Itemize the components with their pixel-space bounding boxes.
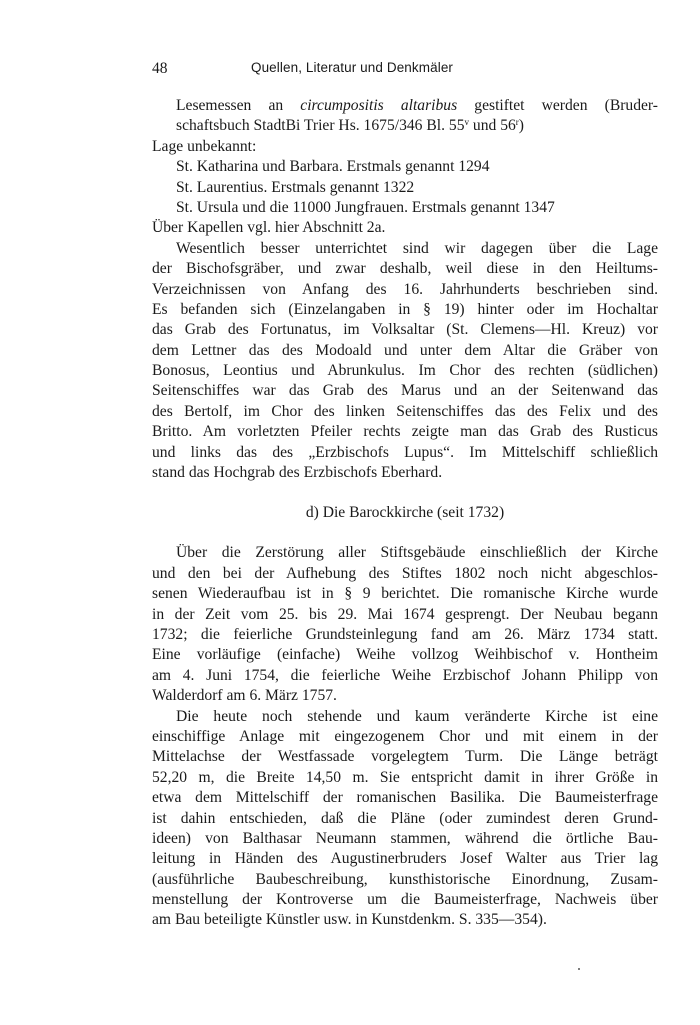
- paragraph-line: und links das des „Erzbischofs Lupus“. Im Mittelschiff schließlich: [152, 443, 658, 461]
- list-item: St. Ursula und die 11000 Jungfrauen. Erstmals genannt 1347: [176, 198, 555, 216]
- paragraph-line: Über die Zerstörung aller Stiftsgebäude einschließlich der Kirche: [176, 544, 658, 562]
- paragraph-line: Verzeichnissen von Anfang des 16. Jahrhunderts beschrieben sind.: [152, 280, 658, 298]
- cross-reference: Über Kapellen vgl. hier Abschnitt 2a.: [152, 219, 386, 237]
- list-heading: Lage unbekannt:: [152, 137, 257, 155]
- paragraph-line: (ausführliche Baubeschreibung, kunsthistorische Einordnung, Zusam-: [152, 870, 658, 888]
- text-body: [152, 96, 658, 931]
- paragraph-line: etwa dem Mittelschiff der romanischen Basilika. Die Baumeisterfrage: [152, 789, 658, 807]
- paragraph-line: der Bischofsgräber, und zwar deshalb, weil diese in den Heiltums-: [152, 260, 658, 278]
- paragraph-line: ist dahin entschieden, daß die Pläne (oder zumindest deren Grund-: [152, 809, 658, 827]
- paragraph-line: Seitenschiffes war das Grab des Marus und an der Seitenwand das: [152, 382, 658, 400]
- paragraph-line: Wesentlich besser unterrichtet sind wir dagegen über die Lage: [176, 239, 658, 257]
- paragraph-destruction-rebuild: [152, 543, 658, 706]
- paragraph-line: dem Lettner das des Modoald und unter dem Altar die Gräber von: [152, 341, 658, 359]
- paragraph-line: 1732; die feierliche Grundsteinlegung fand am 26. März 1734 statt.: [152, 625, 658, 643]
- list-item: St. Katharina und Barbara. Erstmals genannt 1294: [176, 158, 490, 176]
- paragraph-line: stand das Hochgrab des Erzbischofs Eberhard.: [152, 464, 443, 482]
- paragraph-line: ideen) von Balthasar Neumann stammen, während die örtliche Bau-: [152, 829, 658, 847]
- paragraph-line: Walderdorf am 6. März 1757.: [152, 687, 337, 705]
- paragraph-line: Mittelachse der Westfassade vorgelegtem Turm. Die Länge beträgt: [152, 748, 658, 766]
- paragraph-line: menstellung der Kontroverse um die Baumeisterfrage, Nachweis über: [152, 891, 658, 909]
- list-item: St. Laurentius. Erstmals genannt 1322: [176, 178, 415, 196]
- paragraph-line: Es befanden sich (Einzelangaben in § 19) hinter oder im Hochaltar: [152, 300, 658, 318]
- paragraph-line: einschiffige Anlage mit eingezogenem Chor und mit einem in der: [152, 727, 658, 745]
- paragraph-line: schaftsbuch StadtBi Trier Hs. 1675/346 Bl. 55$^v$ und 56$^r$): [176, 117, 524, 135]
- paragraph-church-description: [152, 707, 658, 931]
- paragraph-line: in der Zeit vom 25. bis 29. Mai 1674 gesprengt. Der Neubau begann: [152, 605, 658, 623]
- paragraph-line: und den bei der Aufhebung des Stiftes 1802 noch nicht abgeschlos-: [152, 564, 658, 582]
- section-heading: d) Die Barockkirche (seit 1732): [305, 504, 505, 522]
- paragraph-line: Bonosus, Leontius und Abrunkulus. Im Chor des rechten (südlichen): [152, 362, 658, 380]
- paragraph-line: das Grab des Fortunatus, im Volksaltar (St. Clemens—Hl. Kreuz) vor: [152, 321, 658, 339]
- page-header: [152, 60, 552, 80]
- paragraph-line: am 4. Juni 1754, die feierliche Weihe Erzbischof Johann Philipp von: [152, 666, 658, 684]
- paragraph-line: des Bertolf, im Chor des linken Seitenschiffes das des Felix und des: [152, 402, 658, 420]
- paragraph-line: leitung in Händen des Augustinerbruders Josef Walter aus Trier lag: [152, 850, 658, 868]
- paragraph-line: am Bau beteiligte Künstler usw. in Kunstdenkm. S. 335—354).: [152, 911, 547, 929]
- chapel-list: [152, 96, 658, 239]
- paragraph-line: Die heute noch stehende und kaum veränderte Kirche ist eine: [176, 707, 658, 725]
- paragraph-line: senen Wiederaufbau ist in § 9 berichtet. Die romanische Kirche wurde: [152, 585, 658, 603]
- paragraph-line: Britto. Am vorletzten Pfeiler rechts zeigte man das Grab des Rusticus: [152, 423, 658, 441]
- paragraph-line: Eine vorläufige (einfache) Weihe vollzog Weihbischof v. Hontheim: [152, 646, 658, 664]
- page-number: 48: [152, 60, 168, 77]
- paragraph-line: Lesemessen an circumpositis altaribus gestiftet werden (Bruder-: [176, 97, 658, 114]
- paragraph-line: 52,20 m, die Breite 14,50 m. Sie entspricht damit in ihrer Größe in: [152, 768, 658, 786]
- page-speck: [578, 968, 580, 970]
- running-title: Quellen, Literatur und Denkmäler: [250, 60, 454, 75]
- paragraph-bishops-graves: [152, 239, 658, 484]
